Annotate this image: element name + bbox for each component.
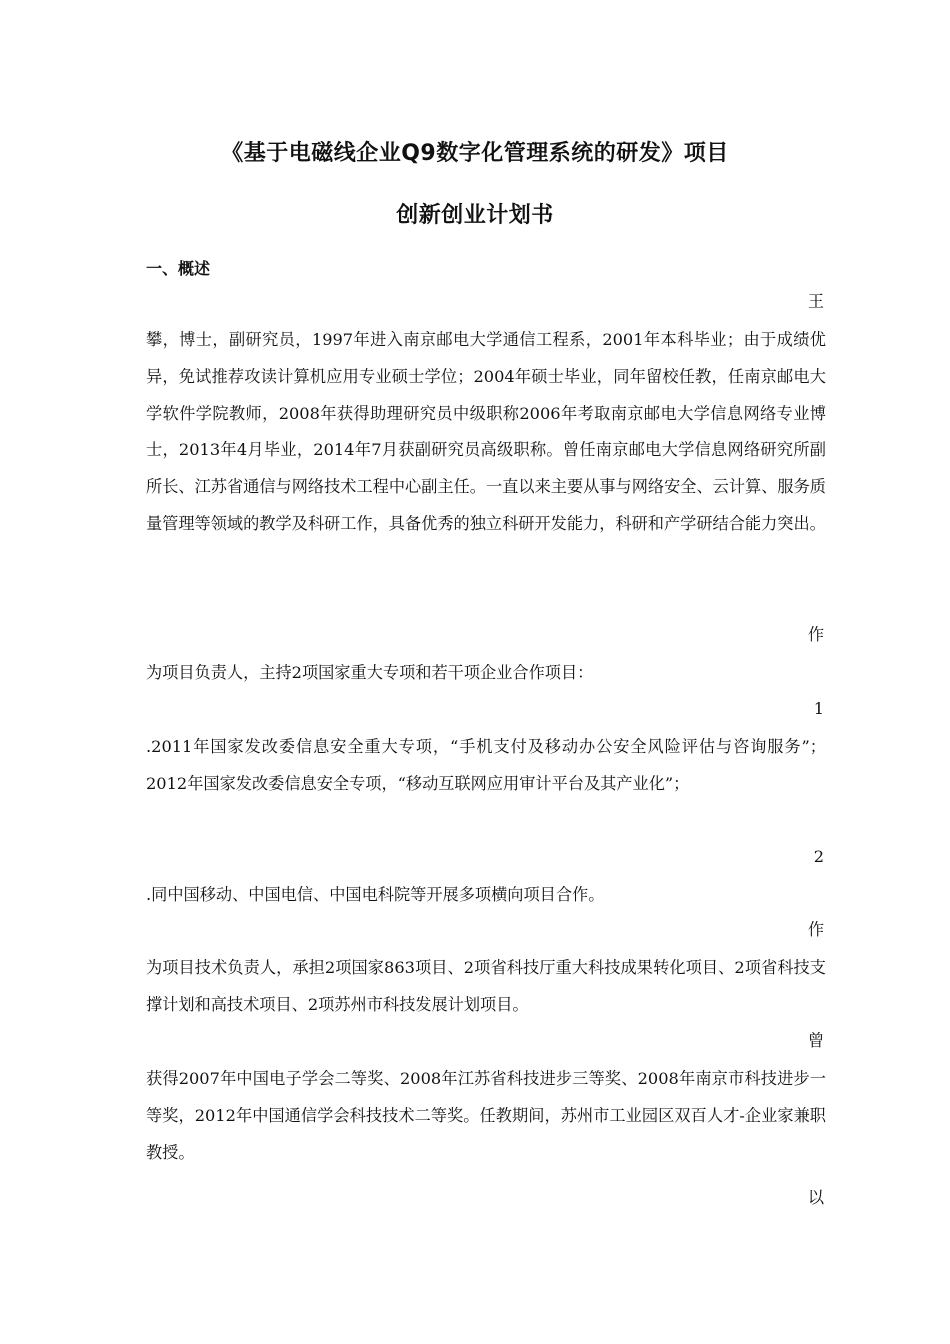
document-title: 《基于电磁线企业Q9数字化管理系统的研发》项目 [221, 141, 729, 166]
paragraph-lead-char: 作 [807, 625, 824, 644]
paragraph-projects-intro: 为项目负责人，主持2项国家重大专项和若干项企业合作项目： [146, 663, 594, 682]
section-heading: 一、概述 [146, 259, 211, 278]
paragraph-lead-char: 王 [807, 292, 824, 311]
paragraph-bio: 攀，博士，副研究员，1997年进入南京邮电大学通信工程系，2001年本科毕业；由于成绩优异，免试推荐攻读计算机应用专业硕士学位；2004年硕士毕业，同年留校任教，任南京邮电大学软件学院教师，2008年获得助理研究员中级职称2006年考取南京邮电大学信息网络专业博士，2013年4月毕业，2014年7月获副研究员高级职称。曾任南京邮电大学信息网络研究所副所长、江苏省通信与网络技术工程中心副主任。一直以来主要从事与网络安全、云计算、服务质量管理等领域的教学及科研工作，具备优秀的独立科研开发能力，科研和产学研结合能力突出。 [146, 330, 826, 533]
paragraph-project-item-1: .2011年国家发改委信息安全重大专项，“手机支付及移动办公安全风险评估与咨询服务”；2012年国家发改委信息安全专项，“移动互联网应用审计平台及其产业化”； [146, 737, 826, 793]
paragraph-lead-char: 1 [813, 699, 824, 718]
paragraph-project-item-2: .同中国移动、中国电信、中国电科院等开展多项横向项目合作。 [146, 885, 605, 904]
document-subtitle: 创新创业计划书 [396, 203, 554, 228]
paragraph-lead-char: 2 [813, 847, 824, 866]
paragraph-lead-char: 曾 [807, 1031, 824, 1050]
paragraph-lead-char: 作 [807, 920, 824, 939]
paragraph-technical-lead: 为项目技术负责人，承担2项国家863项目、2项省科技厅重大科技成果转化项目、2项省科技支撑计划和高技术项目、2项苏州市科技发展计划项目。 [146, 958, 826, 1014]
paragraph-lead-char: 以 [807, 1188, 824, 1207]
paragraph-awards: 获得2007年中国电子学会二等奖、2008年江苏省科技进步三等奖、2008年南京市科技进步一等奖，2012年中国通信学会科技技术二等奖。任教期间，苏州市工业园区双百人才-企业家兼职教授。 [146, 1069, 826, 1162]
